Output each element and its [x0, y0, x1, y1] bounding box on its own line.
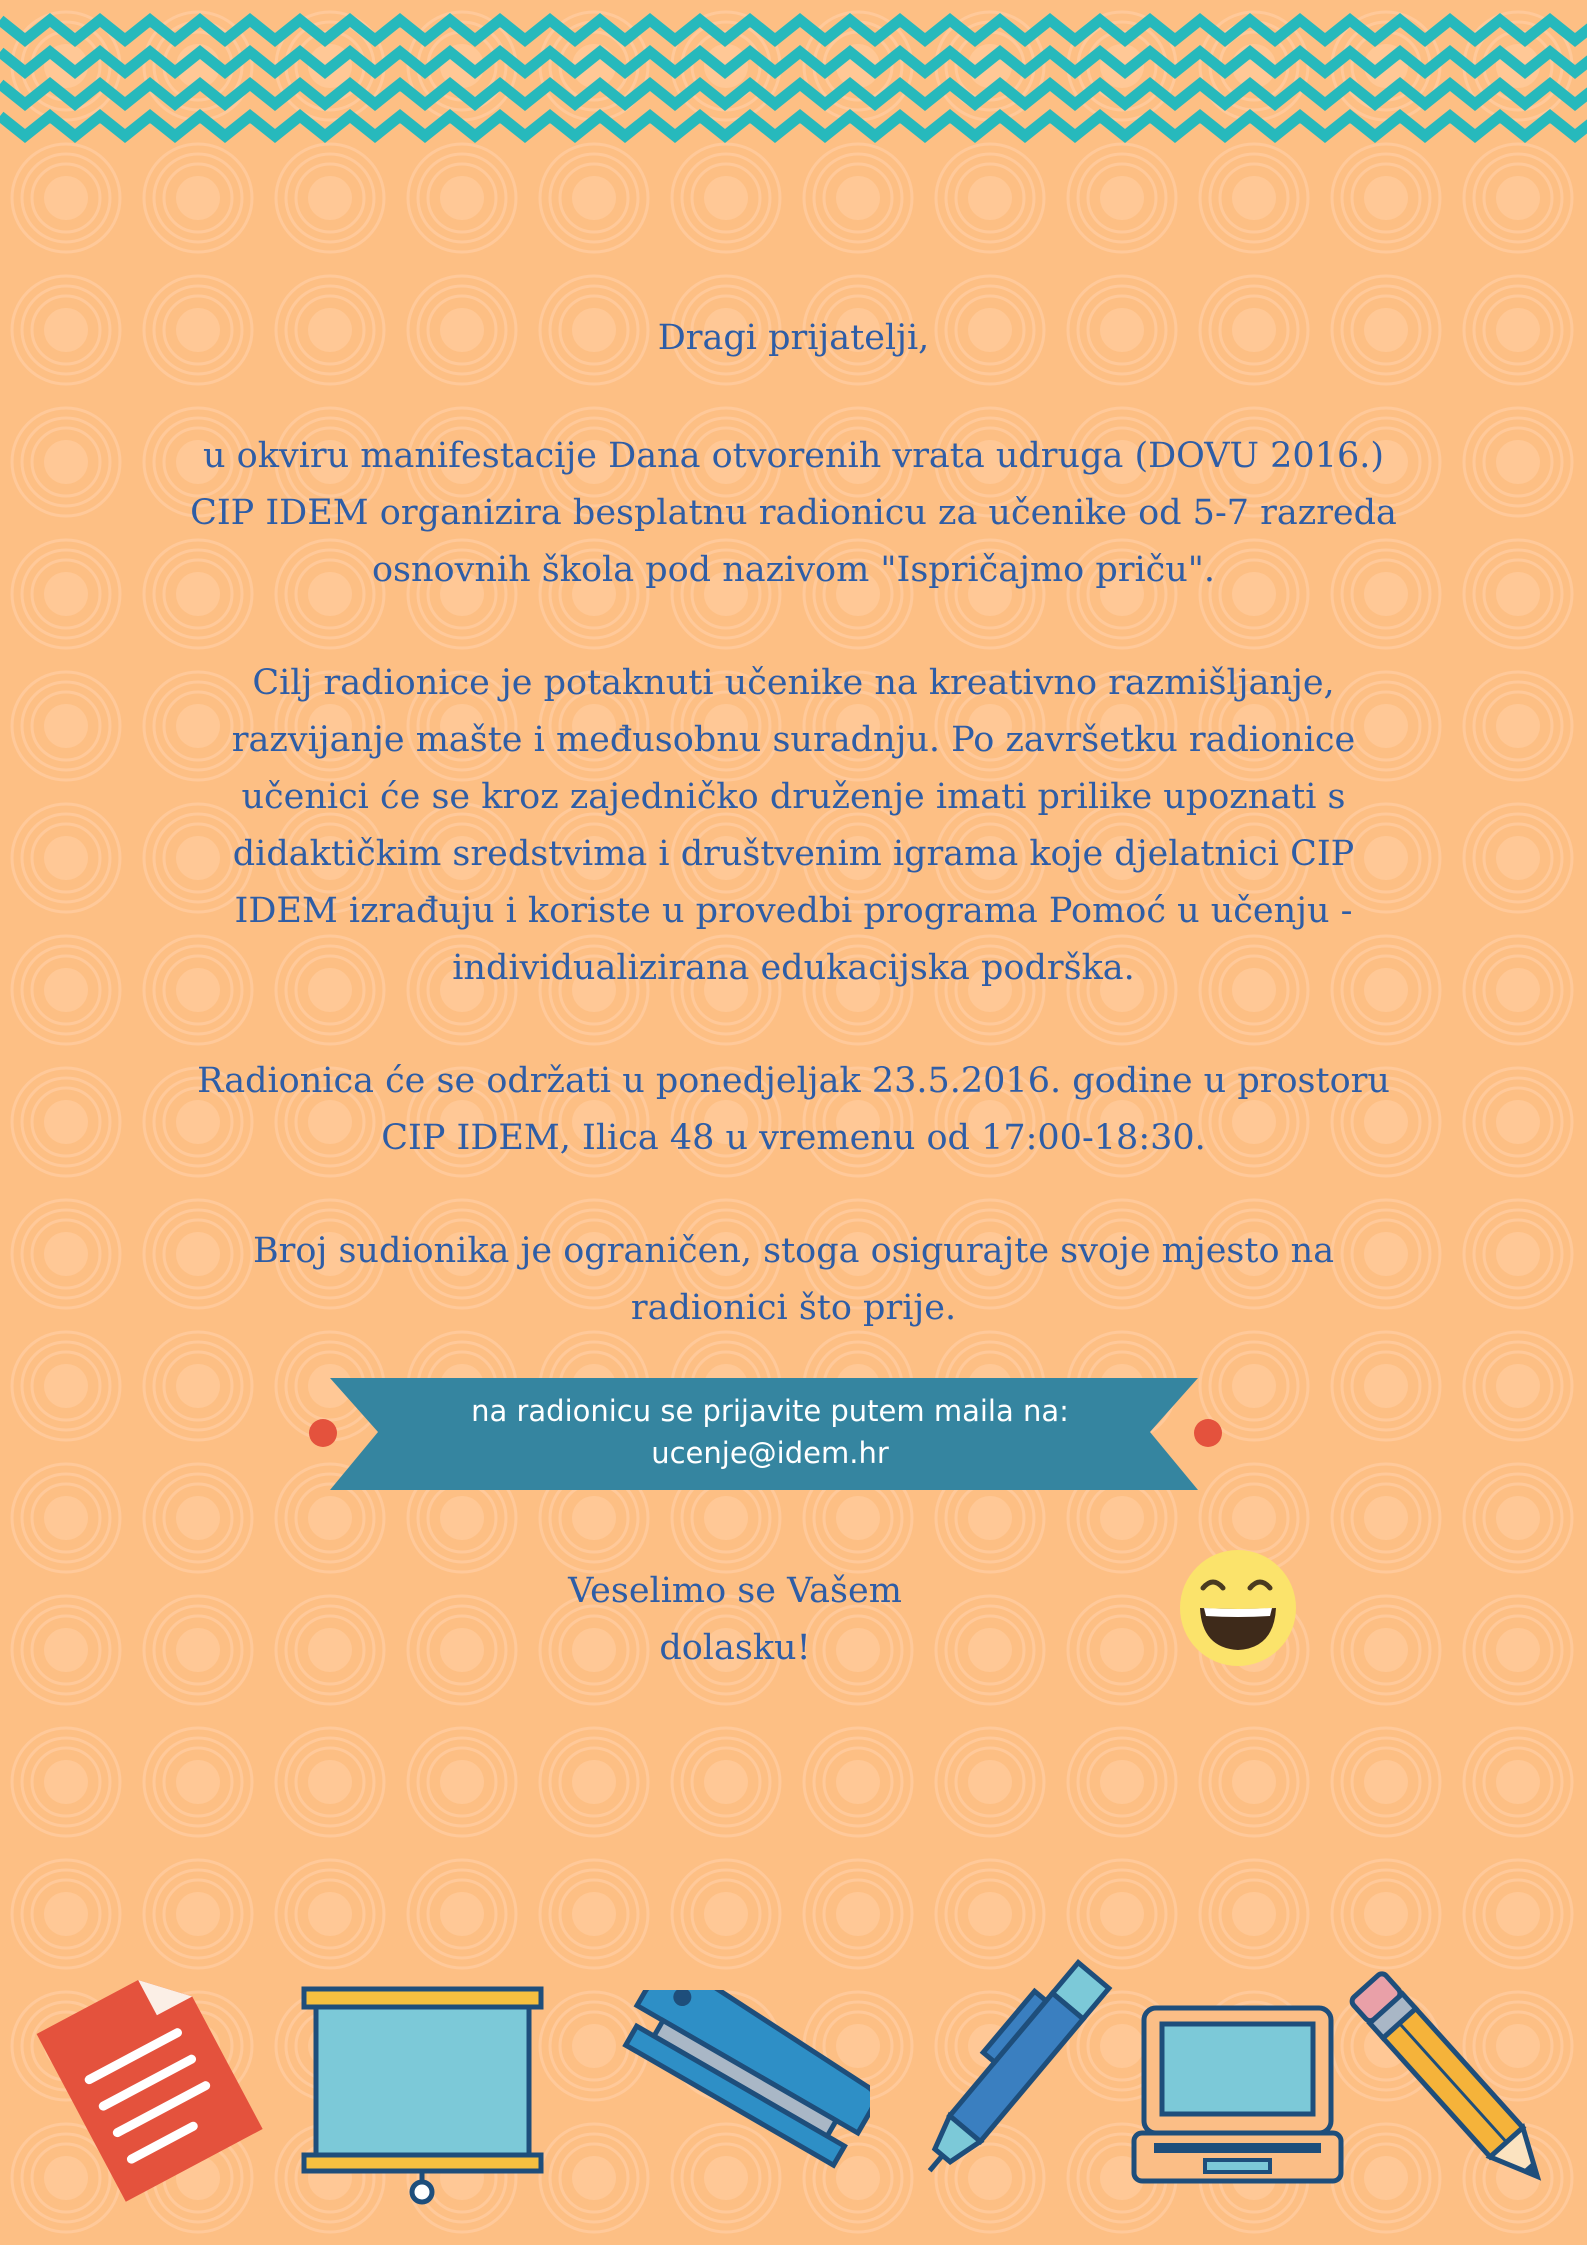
document-icon: [18, 1960, 268, 2210]
date-location-paragraph: Radionica će se održati u ponedjeljak 23.5.2016. godine u prostoru CIP IDEM, Ilica 48 u vremenu od 17:00-18:30.: [197, 1061, 1390, 1158]
signup-email-link[interactable]: ucenje@idem.hr: [651, 1436, 889, 1470]
greeting: Dragi prijatelji,: [657, 318, 930, 358]
laptop-icon: [1130, 2000, 1345, 2190]
limited-seats-paragraph: Broj sudionika je ograničen, stoga osigurajte svoje mjesto na radionici što prije.: [252, 1231, 1335, 1328]
closing-line: Veselimo se Vašem dolasku!: [568, 1571, 902, 1668]
pen-icon: [890, 1935, 1130, 2215]
ribbon-dot-left: [309, 1419, 337, 1447]
smiley-icon: [1178, 1548, 1298, 1668]
goal-paragraph: Cilj radionice je potaknuti učenike na kreativno razmišljanje, razvijanje mašte i međusobnu suradnju. Po završetku radionice učenici će se kroz zajedničko druženje imati prilike upoznati s didaktičkim sredstvima i društvenim igrama koje djelatnici CIP IDEM izrađuju i koriste u provedbi programa Pomoć u učenju - individualizirana edukacijska podrška.: [231, 663, 1356, 988]
stapler-icon: [595, 1990, 870, 2200]
zigzag-header: [0, 0, 1587, 160]
intro-paragraph: u okviru manifestacije Dana otvorenih vrata udruga (DOVU 2016.) CIP IDEM organizira besplatnu radionicu za učenike od 5-7 razreda osnovnih škola pod nazivom "Ispričajmo priču".: [190, 436, 1397, 590]
projector-screen-icon: [300, 1985, 545, 2205]
signup-instruction: na radionicu se prijavite putem maila na:: [471, 1394, 1069, 1428]
ribbon-dot-right: [1194, 1419, 1222, 1447]
signup-banner-text: [400, 1390, 1140, 1474]
pencil-icon: [1335, 1950, 1575, 2220]
